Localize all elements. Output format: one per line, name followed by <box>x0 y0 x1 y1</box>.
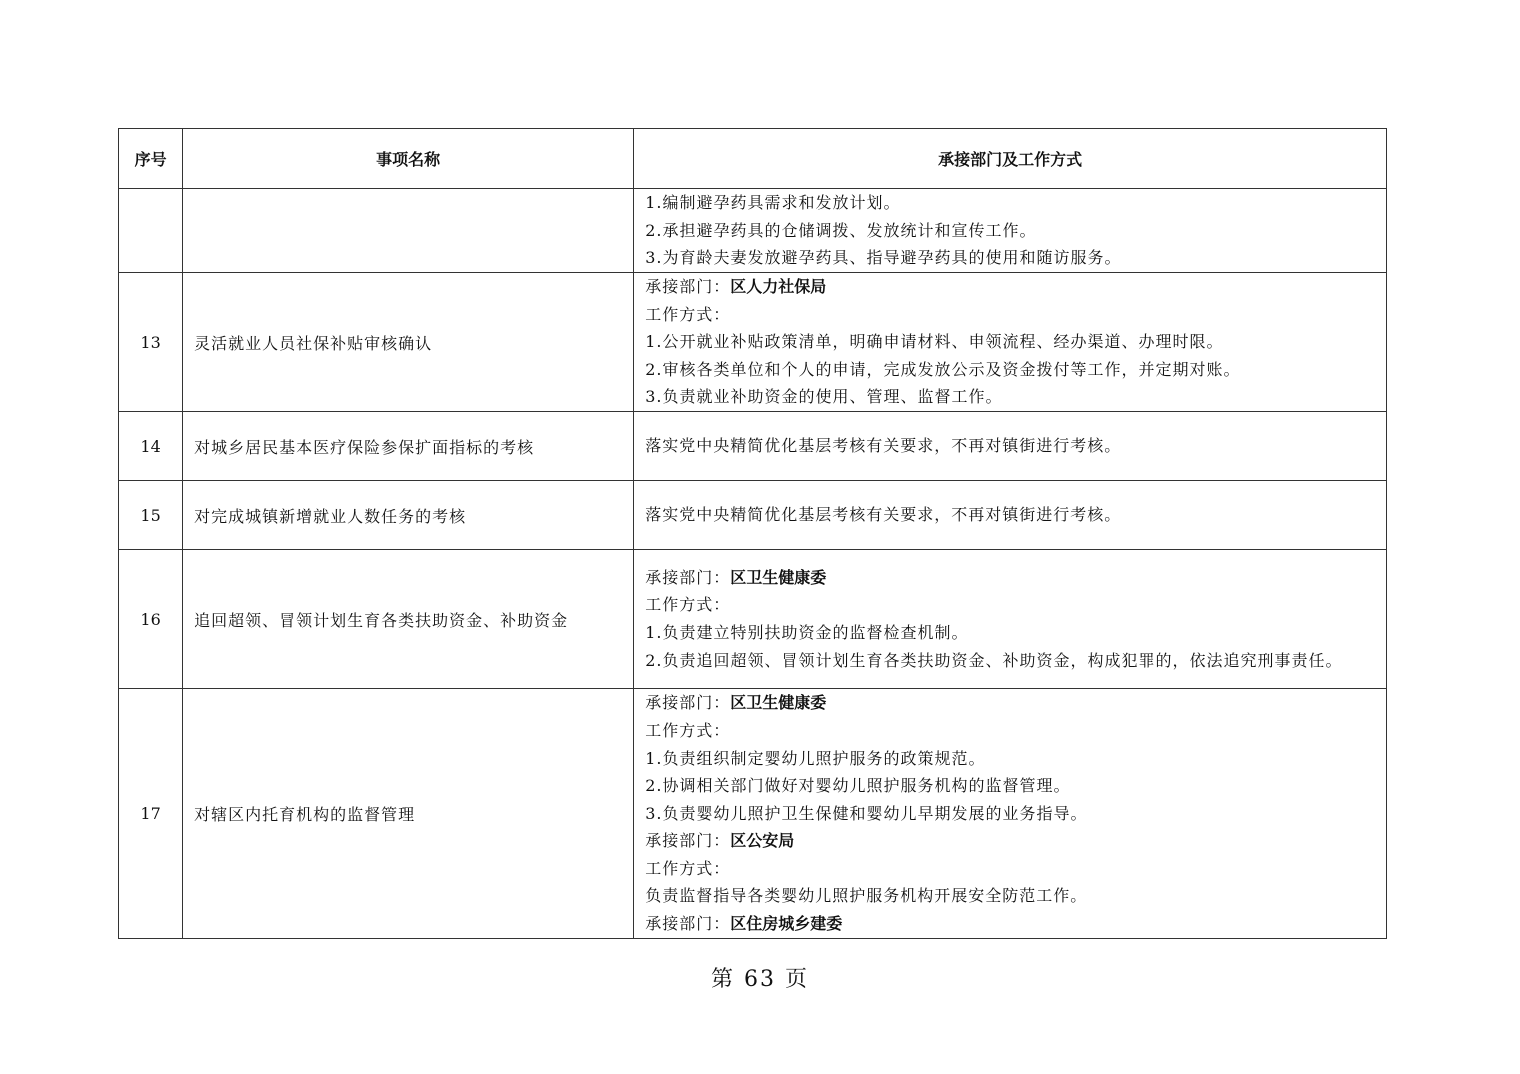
table-row <box>119 412 1387 481</box>
row-name: 对辖区内托育机构的监督管理 <box>183 689 634 939</box>
dept-line: 落实党中央精简优化基层考核有关要求，不再对镇街进行考核。 <box>645 505 1122 525</box>
header-dept: 承接部门及工作方式 <box>634 129 1387 189</box>
dept-header-line <box>645 564 1376 592</box>
row-num: 14 <box>119 412 183 481</box>
row-dept <box>634 412 1387 481</box>
dept-line: 3.负责婴幼儿照护卫生保健和婴幼儿早期发展的业务指导。 <box>645 803 1088 823</box>
dept-name: 区卫生健康委 <box>730 567 827 587</box>
dept-line: 工作方式： <box>645 304 731 324</box>
dept-name: 区卫生健康委 <box>730 693 827 713</box>
dept-line: 3.负责就业补助资金的使用、管理、监督工作。 <box>645 387 1003 407</box>
dept-line: 工作方式： <box>645 595 731 615</box>
row-name: 灵活就业人员社保补贴审核确认 <box>183 273 634 412</box>
dept-name: 区住房城乡建委 <box>730 914 843 934</box>
table-row <box>119 689 1387 939</box>
dept-label: 承接部门： <box>645 693 731 713</box>
row-num: 17 <box>119 689 183 939</box>
dept-line: 3.为育龄夫妻发放避孕药具、指导避孕药具的使用和随访服务。 <box>645 248 1122 268</box>
row-num <box>119 189 183 273</box>
row-num: 16 <box>119 550 183 689</box>
table-row <box>119 273 1387 412</box>
dept-line: 2.审核各类单位和个人的申请，完成发放公示及资金拨付等工作，并定期对账。 <box>645 359 1241 379</box>
dept-label: 承接部门： <box>645 831 731 851</box>
dept-line: 2.承担避孕药具的仓储调拨、发放统计和宣传工作。 <box>645 220 1037 240</box>
table-header-row <box>119 129 1387 189</box>
dept-label: 承接部门： <box>645 567 731 587</box>
dept-line: 工作方式： <box>645 720 731 740</box>
dept-line: 2.负责追回超领、冒领计划生育各类扶助资金、补助资金，构成犯罪的，依法追究刑事责任。 <box>645 650 1343 670</box>
dept-label: 承接部门： <box>645 277 731 297</box>
table-row <box>119 550 1387 689</box>
dept-line: 1.编制避孕药具需求和发放计划。 <box>645 193 901 213</box>
dept-name: 区人力社保局 <box>730 277 827 297</box>
table-row <box>119 481 1387 550</box>
row-dept <box>634 481 1387 550</box>
row-name: 追回超领、冒领计划生育各类扶助资金、补助资金 <box>183 550 634 689</box>
row-num: 15 <box>119 481 183 550</box>
row-dept <box>634 550 1387 689</box>
row-dept <box>634 189 1387 273</box>
dept-header-line <box>645 910 1376 938</box>
row-dept <box>634 273 1387 412</box>
page-number: 第 63 页 <box>711 967 809 992</box>
dept-line: 工作方式： <box>645 858 731 878</box>
header-num: 序号 <box>119 129 183 189</box>
matters-table <box>118 128 1387 939</box>
row-name: 对城乡居民基本医疗保险参保扩面指标的考核 <box>183 412 634 481</box>
dept-header-line <box>645 273 1376 301</box>
table-row <box>119 189 1387 273</box>
dept-line: 落实党中央精简优化基层考核有关要求，不再对镇街进行考核。 <box>645 436 1122 456</box>
dept-line: 2.协调相关部门做好对婴幼儿照护服务机构的监督管理。 <box>645 776 1071 796</box>
dept-line: 负责监督指导各类婴幼儿照护服务机构开展安全防范工作。 <box>645 886 1088 906</box>
dept-header-line <box>645 689 1376 717</box>
row-num: 13 <box>119 273 183 412</box>
row-dept <box>634 689 1387 939</box>
dept-line: 1.负责建立特别扶助资金的监督检查机制。 <box>645 623 969 642</box>
dept-header-line <box>645 827 1376 855</box>
row-name: 对完成城镇新增就业人数任务的考核 <box>183 481 634 550</box>
dept-label: 承接部门： <box>645 914 731 934</box>
row-name <box>183 189 634 273</box>
dept-line: 1.公开就业补贴政策清单，明确申请材料、申领流程、经办渠道、办理时限。 <box>645 332 1224 352</box>
dept-line: 1.负责组织制定婴幼儿照护服务的政策规范。 <box>645 748 986 768</box>
header-name: 事项名称 <box>183 129 634 189</box>
dept-name: 区公安局 <box>730 831 795 851</box>
